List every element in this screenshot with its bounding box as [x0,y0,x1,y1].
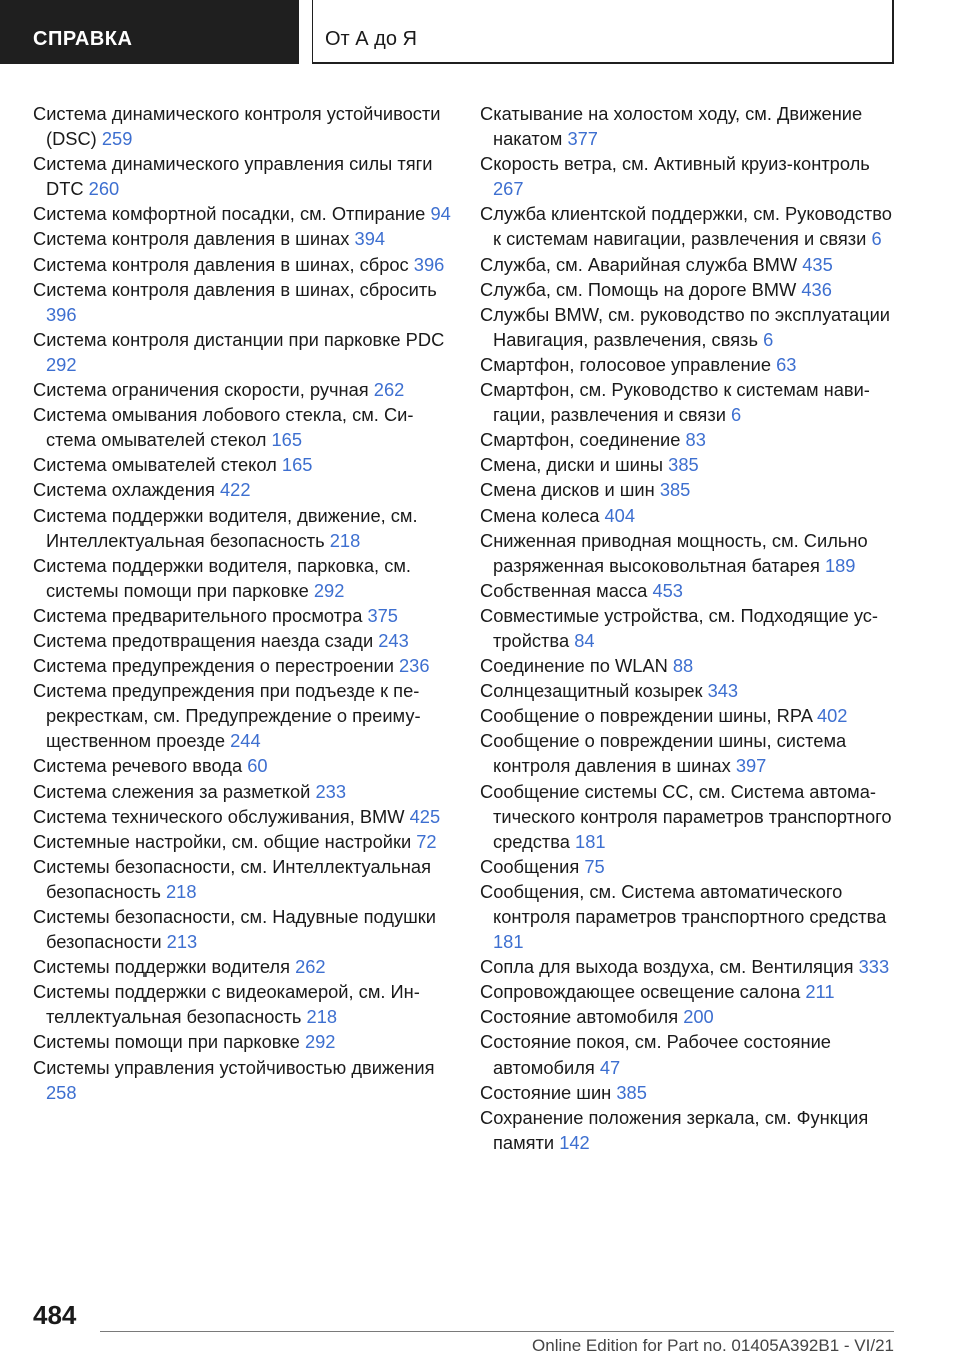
index-entry [33,854,453,904]
index-entry [33,277,453,327]
entry-term: Смена, диски и шины [480,454,664,476]
index-entry [33,477,453,502]
entry-page-link[interactable]: 292 [46,353,77,375]
index-entry [480,151,900,201]
entry-page-link[interactable]: 425 [409,805,441,827]
section-tab [0,0,299,64]
index-entry [33,603,453,628]
entry-page-link[interactable]: 292 [304,1031,336,1053]
entry-page-link[interactable]: 258 [46,1081,77,1103]
entry-term: Смена колеса [480,504,600,526]
entry-term: Система контроля дистанции при парковке PDC [33,328,445,350]
entry-term: Скатывание на холостом ходу, см. Движение накатом [480,103,863,150]
entry-page-link[interactable]: 262 [295,956,326,978]
entry-page-link[interactable]: 375 [367,604,398,626]
entry-term: Сниженная приводная мощность, см. Сильно разряженная высоковольтная батарея [480,529,868,576]
entry-term: Службы BMW, см. руководство по эксплуатации Навигация, развлечения, связь [480,303,891,350]
entry-term: Система омывания лобового стекла, см. Система омывателей стекол [33,404,414,451]
entry-page-link[interactable]: 385 [616,1081,647,1103]
entry-page-link[interactable]: 75 [584,855,605,877]
entry-page-link[interactable]: 404 [604,504,635,526]
subsection-tab [312,0,894,64]
entry-term: Система предупреждения о перестроении [33,655,394,677]
entry-page-link[interactable]: 233 [315,780,346,802]
entry-term: Сообщение системы CC, см. Система автоматического контроля параметров транспортного средства [480,780,892,852]
entry-page-link[interactable]: 422 [220,479,251,501]
entry-term: Сопровождающее освещение салона [480,981,801,1003]
entry-page-link[interactable]: 181 [493,931,524,953]
entry-term: Сохранение положения зеркала, см. Функция памяти [480,1106,869,1153]
index-entry [480,954,900,979]
entry-term: Служба, см. Помощь на дороге BMW [480,278,797,300]
entry-page-link[interactable]: 292 [313,579,345,601]
index-entry [480,352,900,377]
index-entry [480,452,900,477]
index-column-left [33,101,453,1105]
entry-page-link[interactable]: 6 [731,404,742,426]
entry-term: Состояние автомобиля [480,1006,679,1028]
index-entry [480,1105,900,1155]
entry-term: Системы поддержки с видеокамерой, см. Интеллектуальная безопасность [33,981,420,1028]
index-entry [33,1055,453,1105]
index-entry [33,829,453,854]
index-entry [480,277,900,302]
index-entry [480,728,900,778]
index-entry [33,653,453,678]
entry-page-link[interactable]: 213 [166,931,198,953]
entry-page-link[interactable]: 333 [858,956,890,978]
entry-page-link[interactable]: 377 [567,128,598,150]
entry-term: Сообщения [480,855,580,877]
entry-term: Система комфортной посадки, см. Отпирание [33,203,426,225]
index-entry [33,101,453,151]
index-entry [480,377,900,427]
entry-page-link[interactable]: 84 [574,629,595,651]
section-title: СПРАВКА [33,28,133,50]
entry-page-link[interactable]: 394 [354,228,386,250]
entry-page-link[interactable]: 181 [575,830,606,852]
entry-page-link[interactable]: 385 [668,454,699,476]
index-entry [33,252,453,277]
index-entry [33,553,453,603]
entry-term: Совместимые устройства, см. Подходящие устройства [480,604,879,651]
entry-page-link[interactable]: 267 [493,178,524,200]
entry-page-link[interactable]: 262 [373,379,405,401]
entry-page-link[interactable]: 72 [416,830,437,852]
index-entry [33,201,453,226]
entry-term: Системы поддержки водителя [33,956,290,978]
entry-page-link[interactable]: 402 [816,705,848,727]
index-entry [480,427,900,452]
index-entry [33,678,453,753]
index-entry [480,979,900,1004]
entry-page-link[interactable]: 165 [281,454,313,476]
entry-term: Сообщение о повреждении шины, RPA [480,705,812,727]
index-entry [480,252,900,277]
entry-page-link[interactable]: 6 [871,228,882,250]
entry-page-link[interactable]: 218 [306,1006,338,1028]
entry-term: Система контроля давления в шинах, сброс [33,253,409,275]
entry-term: Служба, см. Аварийная служба BMW [480,253,798,275]
entry-term: Смартфон, см. Руководство к системам навигации, развлечения и связи [480,379,870,426]
entry-term: Система предварительного просмотра [33,604,363,626]
entry-term: Системы безопасности, см. Интеллектуальная безопасность [33,855,431,902]
entry-term: Система слежения за разметкой [33,780,311,802]
entry-page-link[interactable]: 88 [672,655,694,677]
index-entry [33,503,453,553]
entry-term: Система контроля давления в шинах [33,228,350,250]
entry-term: Система предотвращения наезда сзади [33,629,374,651]
index-entry [480,528,900,578]
entry-term: Система поддержки водителя, движение, см. Интеллектуальная безопасность [33,504,418,551]
index-entry [480,1029,900,1079]
entry-term: Система охлаждения [33,479,215,501]
entry-term: Собственная масса [480,579,648,601]
entry-term: Солнцезащитный козырек [480,680,703,702]
entry-page-link[interactable]: 189 [824,554,856,576]
index-entry [480,678,900,703]
index-entry [480,503,900,528]
index-entry [33,954,453,979]
entry-page-link[interactable]: 343 [707,680,739,702]
entry-page-link[interactable]: 211 [805,981,835,1003]
index-entry [33,804,453,829]
index-entry [480,201,900,251]
entry-page-link[interactable]: 94 [430,203,451,225]
entry-page-link[interactable]: 47 [599,1056,621,1078]
entry-term: Система технического обслуживания, BMW [33,805,405,827]
entry-page-link[interactable]: 218 [165,880,197,902]
entry-term: Скорость ветра, см. Активный круиз-контроль [480,153,870,175]
index-entry [33,452,453,477]
index-entry [480,603,900,653]
index-entry [33,779,453,804]
entry-page-link[interactable]: 243 [378,629,409,651]
entry-page-link[interactable]: 60 [247,755,268,777]
index-entry [33,327,453,377]
entry-term: Система омывателей стекол [33,454,277,476]
index-entry [33,377,453,402]
subsection-title: От А до Я [325,28,417,50]
index-entry [480,1080,900,1105]
entry-term: Соединение по WLAN [480,655,668,677]
entry-page-link[interactable]: 218 [329,529,361,551]
index-entry [480,101,900,151]
index-entry [480,477,900,502]
entry-page-link[interactable]: 259 [101,128,133,150]
entry-page-link[interactable]: 63 [776,353,797,375]
entry-term: Служба клиентской поддержки, см. Руководство к системам навигации, развлечения и связи [480,203,892,250]
footer-divider [100,1331,894,1332]
index-entry [480,879,900,954]
entry-term: Системы управления устойчивостью движения [33,1056,435,1078]
entry-term: Система ограничения скорости, ручная [33,379,369,401]
index-entry [480,653,900,678]
entry-page-link[interactable]: 397 [735,755,767,777]
index-entry [33,1029,453,1054]
entry-page-link[interactable]: 83 [685,429,706,451]
entry-term: Состояние покоя, см. Рабочее состояние автомобиля [480,1031,831,1078]
entry-term: Сопла для выхода воздуха, см. Вентиляция [480,956,854,978]
entry-term: Системы помощи при парковке [33,1031,300,1053]
index-entry [33,226,453,251]
index-entry [480,1004,900,1029]
index-entry [33,151,453,201]
entry-term: Система предупреждения при подъезде к перекресткам, см. Предупреждение о преимущественном проезде [33,680,421,752]
index-entry [33,402,453,452]
entry-page-link[interactable]: 236 [399,655,430,677]
entry-page-link[interactable]: 436 [801,278,832,300]
entry-page-link[interactable]: 165 [271,429,303,451]
index-entry [33,628,453,653]
index-entry [480,779,900,854]
entry-term: Система контроля давления в шинах, сбросить [33,278,437,300]
edition-info: Online Edition for Part no. 01405A392B1 - VI/21 [532,1336,894,1355]
entry-term: Системы безопасности, см. Надувные подушки безопасности [33,906,436,953]
entry-term: Системные настройки, см. общие настройки [33,830,412,852]
entry-page-link[interactable]: 435 [802,253,833,275]
entry-term: Смартфон, голосовое управление [480,353,772,375]
index-column-right [480,101,900,1155]
index-entry [33,904,453,954]
page-number: 484 [33,1300,77,1330]
entry-term: Сообщение о повреждении шины, система контроля давления в шинах [480,730,847,777]
entry-term: Система речевого ввода [33,755,243,777]
index-entry [480,703,900,728]
entry-term: Система динамического контроля устойчивости (DSC) [33,103,441,150]
entry-term: Смартфон, соединение [480,429,681,451]
entry-page-link[interactable]: 396 [46,303,77,325]
entry-term: Система динамического управления силы тяги DTC [33,153,433,200]
entry-page-link[interactable]: 385 [659,479,691,501]
entry-page-link[interactable]: 396 [413,253,445,275]
entry-page-link[interactable]: 453 [652,579,683,601]
entry-page-link[interactable]: 244 [230,730,261,752]
entry-page-link[interactable]: 200 [683,1006,714,1028]
entry-term: Смена дисков и шин [480,479,655,501]
index-entry [480,302,900,352]
index-entry [33,753,453,778]
entry-page-link[interactable]: 6 [763,328,774,350]
entry-term: Система поддержки водителя, парковка, см. системы помощи при парковке [33,554,411,601]
index-entry [33,979,453,1029]
entry-page-link[interactable]: 260 [88,178,120,200]
entry-page-link[interactable]: 142 [559,1131,590,1153]
index-entry [480,578,900,603]
entry-term: Состояние шин [480,1081,612,1103]
entry-term: Сообщения, см. Система автоматического контроля параметров транспортного средства [480,880,887,927]
index-entry [480,854,900,879]
